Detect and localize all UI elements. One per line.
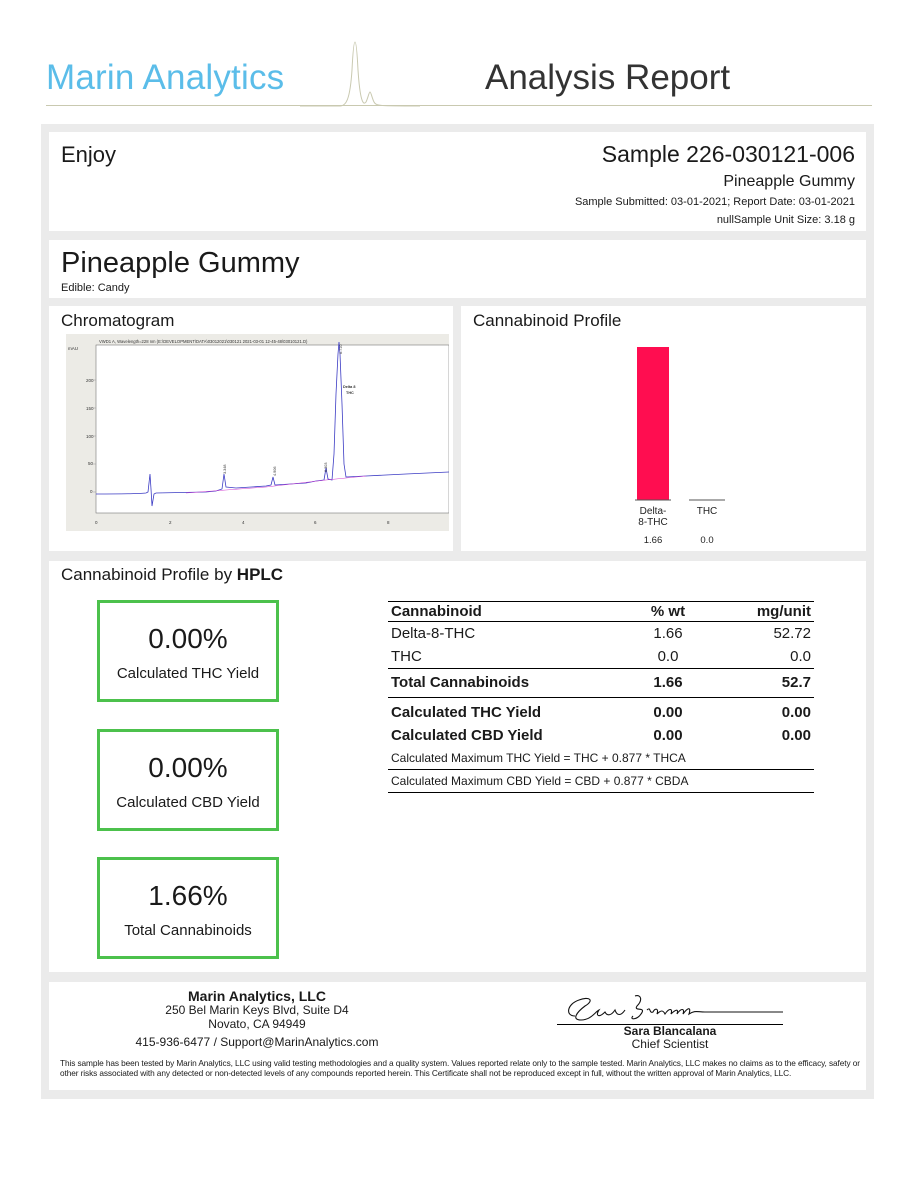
- product-panel: [49, 240, 866, 298]
- report-title: Analysis Report: [485, 58, 731, 97]
- chromatogram-title: Chromatogram: [61, 311, 175, 330]
- sample-id: Sample 226-030121-006: [601, 141, 855, 167]
- kpi-cbd-yield: [97, 729, 279, 831]
- kpi-label: Calculated CBD Yield: [116, 794, 260, 811]
- bar-delta-8-thc: [637, 347, 669, 500]
- header-divider: [46, 105, 872, 106]
- kpi-value: 1.66%: [148, 880, 228, 911]
- hplc-title-bold: HPLC: [236, 565, 284, 584]
- yield-row: [388, 698, 814, 725]
- brand-logo-text: Marin Analytics: [46, 58, 285, 97]
- formula-note: Calculated Maximum CBD Yield = CBD + 0.877 * CBDA: [388, 770, 814, 793]
- main-peak-label: THC: [346, 391, 354, 395]
- y-tick: 150: [86, 406, 94, 411]
- signer-title: Chief Scientist: [631, 1037, 709, 1051]
- y-tick: 200: [86, 378, 94, 383]
- y-tick: 50: [88, 461, 94, 466]
- yield-row: [388, 724, 814, 747]
- value-label: 1.66: [643, 535, 663, 546]
- chromatogram-image: [66, 334, 449, 531]
- lab-contact: 415-936-6477 / Support@MarinAnalytics.com: [135, 1035, 379, 1049]
- kpi-value: 0.00%: [148, 623, 228, 654]
- client-name: Enjoy: [61, 142, 117, 167]
- kpi-thc-yield: [97, 600, 279, 702]
- category-label: Delta-: [639, 506, 667, 517]
- kpi-label: Total Cannabinoids: [124, 922, 252, 939]
- cell: 0.00: [718, 698, 814, 725]
- category-label: 8-THC: [638, 517, 668, 528]
- value-label: 0.0: [700, 535, 714, 546]
- cell: 0.00: [618, 698, 718, 725]
- cell: 0.00: [653, 727, 683, 744]
- signer-block: [557, 1024, 783, 1051]
- kpi-total-cannabinoids: [97, 857, 279, 959]
- cell: 52.72: [773, 625, 811, 642]
- trace-header: VWD1 A, Wavelength=228 nm (E:\DEVELOPMENT\DATA\03012021\030121 2021-03-01 12-45-48\03010121.D): [99, 339, 308, 344]
- kpi-value: 0.00%: [148, 752, 228, 783]
- signature-image: [555, 986, 785, 1026]
- disclaimer-text: This sample has been tested by Marin Analytics, LLC using valid testing methodologies and a quality system. Values reported relate only to the sample tested. Marin Analytics, LLC makes no claims as to the efficacy, safety or other risks associated with any detected or non-detected levels of any compounds reported herein. This Certificate shall not be reproduced except in full, without the written approval of Marin Analytics, LLC.: [60, 1058, 860, 1078]
- hplc-title-prefix: Cannabinoid: [61, 565, 162, 584]
- lab-info: [117, 989, 397, 1049]
- cell: Calculated THC Yield: [388, 698, 618, 725]
- column-header: mg/unit: [718, 602, 814, 622]
- category-label: THC: [696, 506, 718, 517]
- lab-city: Novato, CA 94949: [208, 1017, 306, 1031]
- hplc-panel: [49, 561, 866, 972]
- product-type: Edible: Candy: [61, 282, 130, 294]
- profile-title: Cannabinoid Profile: [473, 311, 622, 330]
- note-row: [388, 770, 814, 793]
- chromatogram-panel: [49, 306, 453, 551]
- sample-unit-size: nullSample Unit Size: 3.18 g: [716, 214, 855, 226]
- formula-note: Calculated Maximum THC Yield = THC + 0.877 * THCA: [391, 751, 686, 765]
- kpi-label: Calculated THC Yield: [116, 665, 260, 682]
- cell: 0.00: [781, 727, 811, 744]
- x-tick: 4: [242, 520, 245, 525]
- cell: 52.7: [718, 669, 814, 698]
- column-header: Cannabinoid: [388, 602, 618, 622]
- cell: Calculated CBD Yield: [391, 727, 543, 744]
- y-tick: 100: [86, 434, 94, 439]
- cell: 0.0: [790, 648, 811, 665]
- hplc-title-mid: Profile by: [161, 565, 237, 584]
- x-tick: 6: [314, 520, 317, 525]
- peak-label: 6.303: [324, 462, 328, 472]
- table-row: [388, 645, 814, 669]
- x-tick: 2: [169, 520, 172, 525]
- lab-name: Marin Analytics, LLC: [188, 988, 326, 1004]
- lab-address: 250 Bel Marin Keys Blvd, Suite D4: [165, 1003, 349, 1017]
- note-row: [388, 747, 814, 770]
- product-name: Pineapple Gummy: [61, 247, 300, 279]
- sample-dates: Sample Submitted: 03-01-2021; Report Date: 03-01-2021: [574, 196, 855, 208]
- footer-panel: [49, 982, 866, 1090]
- cell: 1.66: [618, 669, 718, 698]
- x-tick: 0: [95, 520, 98, 525]
- cell: Total Cannabinoids: [388, 669, 618, 698]
- cell: THC: [391, 648, 422, 665]
- y-units-label: mAU: [68, 346, 78, 351]
- x-tick: 8: [387, 520, 390, 525]
- column-header: % wt: [618, 602, 718, 622]
- peak-logo-icon: [300, 40, 420, 108]
- cell: 1.66: [653, 625, 683, 642]
- sample-name: Pineapple Gummy: [723, 173, 855, 190]
- profile-panel: [461, 306, 866, 551]
- table-row: [388, 622, 814, 646]
- results-table: [388, 601, 814, 793]
- peak-label: 4.906: [273, 466, 277, 476]
- cell: 0.0: [657, 648, 679, 665]
- peak-label: 6.710: [339, 344, 343, 354]
- main-peak-label: Delta 8: [343, 385, 356, 389]
- peak-label: 3.348: [223, 464, 227, 474]
- sample-panel: [49, 132, 866, 231]
- hplc-title: [61, 565, 283, 585]
- signer-name: Sara Blancalana: [623, 1024, 717, 1038]
- y-tick: 0: [90, 489, 93, 494]
- table-header-row: [388, 602, 814, 622]
- cannabinoid-bar-chart: [461, 306, 866, 551]
- total-row: [388, 669, 814, 698]
- cell: Delta-8-THC: [391, 625, 476, 642]
